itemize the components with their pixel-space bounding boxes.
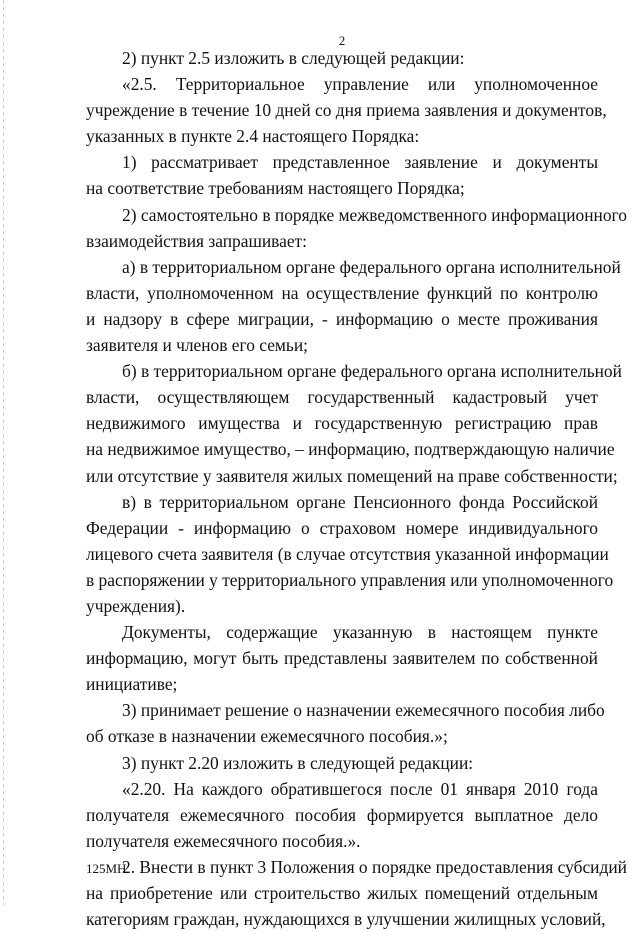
para-sub-b [86,358,622,488]
text-line: заявителя и членов его семьи; [86,335,308,356]
para-2-5 [86,71,607,149]
text-line: в) в территориальном органе Пенсионного фонда Российской [122,491,598,512]
text-line: на соответствие требованиям настоящего Порядка; [86,178,465,199]
text-line: в распоряжении у территориального управления или уполномоченного [86,569,614,590]
text-line: на недвижимое имущество, – информацию, подтверждающую наличие [86,439,615,460]
text-line: 2. Внести в пункт 3 Положения о порядке предоставления субсидий [122,856,627,877]
text-line: учреждения). [86,595,186,616]
text-line: 2) пункт 2.5 изложить в следующей редакции: [122,48,465,68]
text-line: взаимодействия запрашивает: [86,230,307,251]
text-line: власти, уполномоченном на осуществление функций по контролю [86,282,598,303]
para-sub-v [86,489,614,619]
para-sub-3 [86,697,605,749]
page-number: 2 [338,33,346,48]
text-line: лицевого счета заявителя (в случае отсутствия указанной информации [86,543,609,564]
text-line: указанных в пункте 2.4 настоящего Порядка: [86,126,420,147]
para-documents [86,619,598,697]
text-line: Федерации - информацию о страховом номере индивидуального [86,517,598,538]
para-sub-2 [86,202,627,254]
text-line: б) в территориальном органе федерального органа исполнительной [122,361,622,382]
para-item-2 [86,45,598,71]
text-line: получателя ежемесячного пособия.». [86,830,361,851]
text-line: получателя ежемесячного пособия формируется выплатное дело [86,804,598,825]
text-line: Документы, содержащие указанную в настоящем пункте [122,622,598,643]
text-line: об отказе в назначении ежемесячного пособия.»; [86,726,448,747]
text-line: и надзору в сфере миграции, - информацию о месте проживания [86,308,598,329]
text-line: 3) принимает решение о назначении ежемесячного пособия либо [122,700,605,721]
para-sub-1 [86,149,598,201]
text-line: учреждение в течение 10 дней со дня приема заявления и документов, [86,100,607,121]
document-body [86,45,627,932]
text-line: 2) самостоятельно в порядке межведомственного информационного [122,204,627,225]
text-line: власти, осуществляющем государственный кадастровый учет [86,387,598,408]
text-line: «2.20. На каждого обратившегося после 01 января 2010 года [122,778,598,799]
document-code: 125МН [86,861,127,876]
para-sub-a [86,254,621,358]
text-line: на приобретение или строительство жилых помещений отдельным [86,883,598,903]
para-item-2-introduce [86,854,627,932]
text-line: информацию, могут быть представлены заявителем по собственной [86,648,598,669]
text-line: инициативе; [86,674,178,695]
text-line: недвижимого имущества и государственную регистрацию прав [86,413,598,434]
para-item-3 [86,750,598,776]
text-line: категориям граждан, нуждающихся в улучшении жилищных условий, [86,909,606,930]
text-line: а) в территориальном органе федерального органа исполнительной [122,256,621,277]
para-2-20 [86,776,598,854]
text-line: «2.5. Территориальное управление или уполномоченное [122,74,598,95]
text-line: или отсутствие у заявителя жилых помещений на праве собственности; [86,465,618,486]
text-line: 3) пункт 2.20 изложить в следующей редакции: [122,752,474,773]
scan-edge-line [3,0,4,905]
text-line: 1) рассматривает представленное заявление и документы [122,152,598,173]
